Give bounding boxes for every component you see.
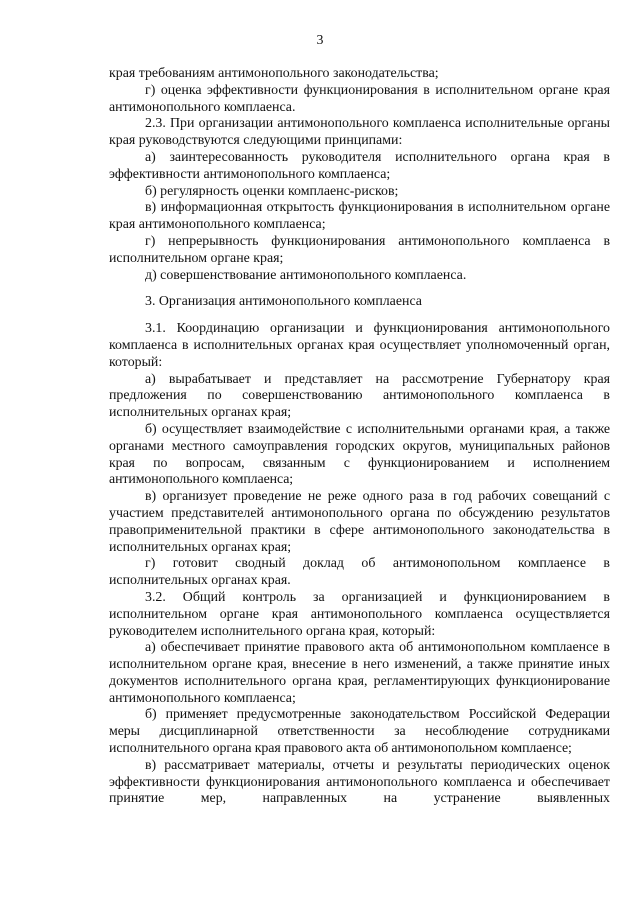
paragraph-continuation: края требованиям антимонопольного законодательства; — [109, 66, 439, 81]
paragraph-3-2-a: а) обеспечивает принятие правового акта об антимонопольном комплаенсе в исполнительном органе края, внесение в него изменений, а также принятие иных документов исполнительного органа края, регламентирующих функционирование антимонопольного комплаенса; — [109, 640, 610, 706]
paragraph-3-1-g: г) готовит сводный доклад об антимонопольном комплаенсе в исполнительных органах края. — [109, 556, 610, 589]
paragraph-principle-b: б) регулярность оценки комплаенс-рисков; — [145, 183, 399, 199]
document-body — [109, 66, 610, 808]
paragraph-principle-g: г) непрерывность функционирования антимонопольного комплаенса в исполнительном органе края; — [109, 233, 610, 266]
section-heading-3: 3. Организация антимонопольного комплаенса — [145, 294, 422, 310]
paragraph-principle-v: в) информационная открытость функционирования в исполнительном органе края антимонопольного комплаенса; — [109, 200, 610, 233]
paragraph-item-g-efficiency: г) оценка эффективности функционирования в исполнительном органе края антимонопольного комплаенса. — [109, 82, 610, 115]
paragraph-3-2-b: б) применяет предусмотренные законодательством Российской Федерации меры дисциплинарной ответственности за несоблюдение сотрудниками исполнительного органа края правового акта об антимонопольном комплаенсе; — [109, 707, 610, 757]
paragraph-principle-d: д) совершенствование антимонопольного комплаенса. — [145, 267, 467, 283]
paragraph-3-1-a: а) вырабатывает и представляет на рассмотрение Губернатору края предложения по совершенствованию антимонопольного комплаенса в исполнительных органах края; — [109, 371, 610, 421]
paragraph-3-1-b: б) осуществляет взаимодействие с исполнительными органами края, а также органами местного самоуправления городских округов, муниципальных районов края по вопросам, связанным с функционированием и исполнением антимонопольного комплаенса; — [109, 421, 610, 488]
paragraph-3-2: 3.2. Общий контроль за организацией и функционированием в исполнительном органе края антимонопольного комплаенса осуществляется руководителем исполнительного органа края, который: — [109, 589, 610, 639]
paragraph-3-1-v: в) организует проведение не реже одного раза в год рабочих совещаний с участием представителей антимонопольного органа по обсуждению результатов правоприменительной практики в сфере антимонопольного законодательства в исполнительных органах края; — [109, 489, 610, 555]
paragraph-3-2-v: в) рассматривает материалы, отчеты и результаты периодических оценок эффективности функционирования антимонопольного комплаенса и обеспечивает принятие мер, направленных на устранение выявленных — [109, 757, 610, 807]
paragraph-3-1: 3.1. Координацию организации и функционирования антимонопольного комплаенса в исполнительных органах края осуществляет уполномоченный орган, который: — [109, 321, 610, 370]
paragraph-2-3: 2.3. При организации антимонопольного комплаенса исполнительные органы края руководствуются следующими принципами: — [109, 116, 610, 149]
paragraph-principle-a: а) заинтересованность руководителя исполнительного органа края в эффективности антимонопольного комплаенса; — [109, 149, 610, 182]
page-number: 3 — [316, 33, 324, 48]
